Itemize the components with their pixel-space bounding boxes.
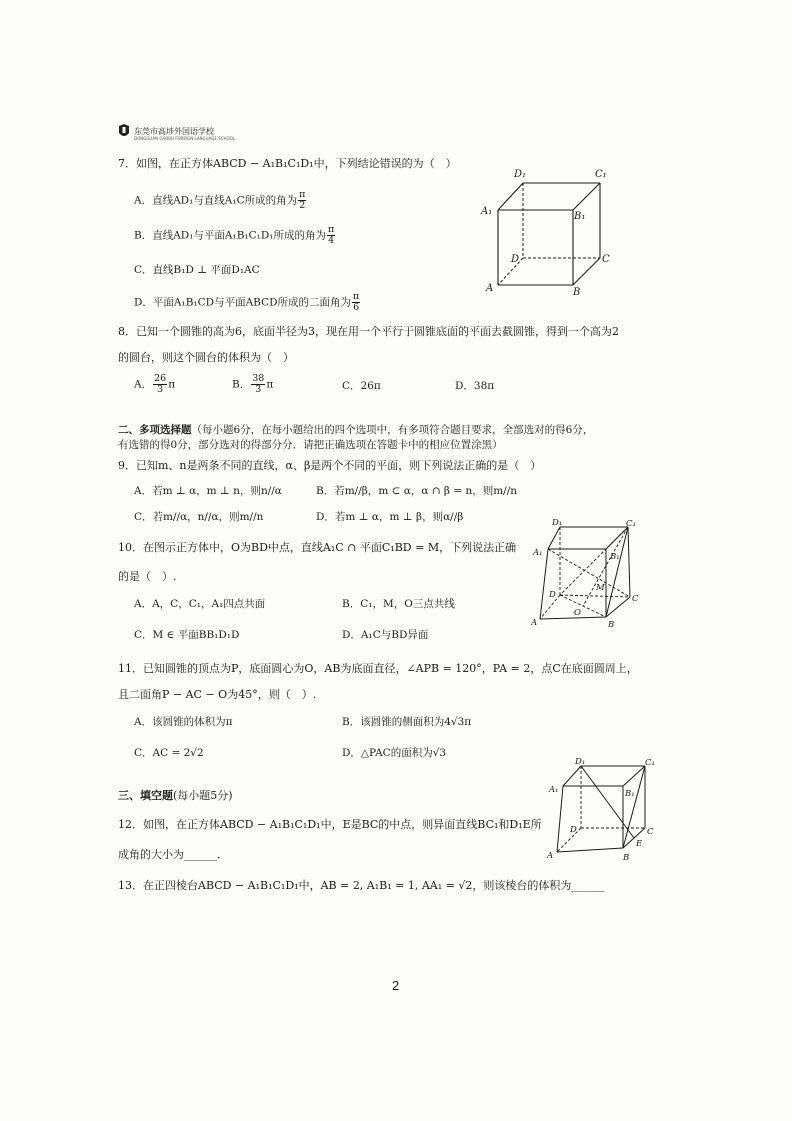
q10-stem-line2: 的是（ ）.: [118, 570, 177, 583]
denominator: 3: [255, 384, 262, 395]
q12-stem-line1: 12．如图，在正方体ABCD − A₁B₁C₁D₁中，E是BC的中点，则异面直线BC₁和D₁E所: [118, 818, 542, 831]
fraction: [352, 292, 360, 313]
q12-cube-figure: [545, 756, 660, 864]
pi-symbol: π: [168, 378, 176, 391]
label-d: D: [511, 254, 520, 265]
q13-stem: 13．在正四棱台ABCD − A₁B₁C₁D₁中，AB = 2, A₁B₁ = 1, AA₁ = √2，则该棱台的体积为______: [118, 879, 605, 892]
label-e: E: [636, 839, 643, 849]
q11-option-c: C．AC = 2√2: [134, 747, 204, 759]
q7-cube-figure: [478, 163, 618, 298]
label-c: C: [602, 254, 610, 265]
numerator: π: [353, 291, 360, 302]
q10-option-b: B．C₁，M，O三点共线: [342, 598, 455, 610]
label-b: B: [608, 620, 615, 630]
option-letter: B．: [232, 378, 251, 391]
q8-option-a: [134, 374, 175, 395]
q7-option-b-text: B．直线AD₁与平面A₁B₁C₁D₁所成的角为: [134, 229, 327, 242]
q11-stem-line2: 且二面角P − AC − O为45°，则（ ）.: [118, 688, 317, 701]
numerator: π: [299, 189, 306, 200]
q9-option-b: B．若m//β，m ⊂ α，α ∩ β = n，则m//n: [316, 485, 518, 497]
label-c: C: [632, 594, 639, 604]
numerator: 26: [154, 373, 167, 384]
label-b: B: [573, 287, 581, 298]
q11-option-d: D．△PAC的面积为√3: [342, 747, 447, 759]
label-c: C: [647, 827, 654, 837]
denominator: 6: [353, 302, 360, 313]
q11-stem-line1: 11．已知圆锥的顶点为P，底面圆心为O，AB为底面直径，∠APB = 120°，PA = 2，点C在底面圆周上，: [118, 662, 638, 675]
label-c1: C₁: [626, 519, 636, 529]
label-c1: C₁: [645, 758, 655, 768]
q8-option-c: C．26π: [342, 380, 381, 392]
page-number: 2: [392, 978, 400, 993]
label-b1: B₁: [625, 789, 635, 799]
numerator: π: [328, 224, 335, 235]
q11-option-b: B．该圆锥的侧面积为4√3π: [342, 716, 472, 728]
q7-option-a: [134, 190, 307, 211]
section3-title: 三、填空题: [118, 789, 173, 802]
q9-option-a: A．若m ⊥ α，m ⊥ n，则n//α: [134, 485, 282, 497]
label-a: A: [531, 618, 538, 628]
denominator: 3: [157, 384, 164, 395]
label-m: M: [596, 583, 605, 593]
q11-option-a: A．该圆锥的体积为π: [134, 716, 233, 728]
section2-desc2: 有选错的得0分，部分选对的得部分分．请把正确选项在答题卡中的相应位置涂黑）: [118, 439, 503, 451]
section2-title: 二、多项选择题: [118, 424, 192, 436]
label-a1: A₁: [481, 206, 493, 217]
section2-desc1: （每小题6分，在每小题给出的四个选项中，有多项符合题目要求，全部选对的得6分，: [191, 424, 594, 436]
section3-header: [118, 787, 233, 803]
label-a1: A₁: [533, 548, 543, 558]
q8-stem-line1: 8．已知一个圆锥的高为6，底面半径为3，现在用一个平行于圆锥底面的平面去截圆锥，得到一个高为2: [118, 325, 619, 338]
label-b1: B₁: [610, 552, 620, 562]
q12-stem-line2: 成角的大小为______．: [118, 848, 228, 861]
label-o: O: [574, 608, 581, 618]
label-d1: D₁: [514, 169, 527, 180]
q10-option-a: A．A，C，C₁，A₁四点共面: [134, 598, 266, 610]
q10-cube-figure: [530, 517, 645, 632]
q10-stem-line1: 10．在图示正方体中，O为BD中点，直线A₁C ∩ 平面C₁BD = M，下列说法正确: [118, 541, 517, 554]
label-a1: A₁: [549, 785, 559, 795]
q7-option-c: C．直线B₁D ⊥ 平面D₁AC: [134, 264, 260, 276]
q7-option-d: [134, 292, 361, 313]
q10-option-c: C．M ∈ 平面BB₁D₁D: [134, 629, 240, 641]
label-c1: C₁: [595, 169, 607, 180]
school-logo: [118, 124, 130, 139]
q9-option-c: C．若m//α，n//α，则m//n: [134, 511, 264, 523]
label-a: A: [486, 283, 494, 294]
label-d1: D₁: [575, 757, 586, 767]
fraction: [251, 374, 265, 395]
school-subtitle: DONGGUAN GAOBU FOREIGN LANGUAGE SCHOOL: [134, 136, 236, 141]
label-d1: D₁: [552, 518, 563, 528]
label-a: A: [547, 851, 554, 861]
school-name: 东莞市高埗外国语学校: [134, 127, 214, 136]
numerator: 38: [252, 373, 265, 384]
section2-header: [118, 422, 593, 437]
q8-stem-line2: 的圆台，则这个圆台的体积为（ ）: [118, 351, 294, 364]
fraction: [327, 225, 335, 246]
label-b1: B₁: [574, 211, 586, 222]
label-b: B: [623, 853, 630, 863]
pi-symbol: π: [266, 378, 274, 391]
q7-option-d-text: D．平面A₁B₁CD与平面ABCD所成的二面角为: [134, 296, 352, 309]
q8-option-d: D．38π: [455, 380, 495, 392]
q7-stem: 7．如图，在正方体ABCD − A₁B₁C₁D₁中，下列结论错误的为（ ）: [118, 157, 457, 170]
q8-option-b: [232, 374, 273, 395]
fraction: [153, 374, 167, 395]
option-letter: A．: [134, 378, 153, 391]
label-d: D: [549, 590, 556, 600]
label-d: D: [570, 825, 577, 835]
fraction: [298, 190, 306, 211]
q7-option-a-text: A．直线AD₁与直线A₁C所成的角为: [134, 194, 298, 207]
section3-desc: (每小题5分): [173, 789, 233, 802]
q9-option-d: D．若m ⊥ α，m ⊥ β，则α//β: [316, 511, 464, 523]
denominator: 2: [299, 200, 306, 211]
q7-option-b: [134, 225, 336, 246]
q10-option-d: D．A₁C与BD异面: [342, 629, 429, 641]
denominator: 4: [328, 235, 335, 246]
q9-stem: 9．已知m、n是两条不同的直线，α、β是两个不同的平面，则下列说法正确的是（ ）: [118, 459, 542, 472]
